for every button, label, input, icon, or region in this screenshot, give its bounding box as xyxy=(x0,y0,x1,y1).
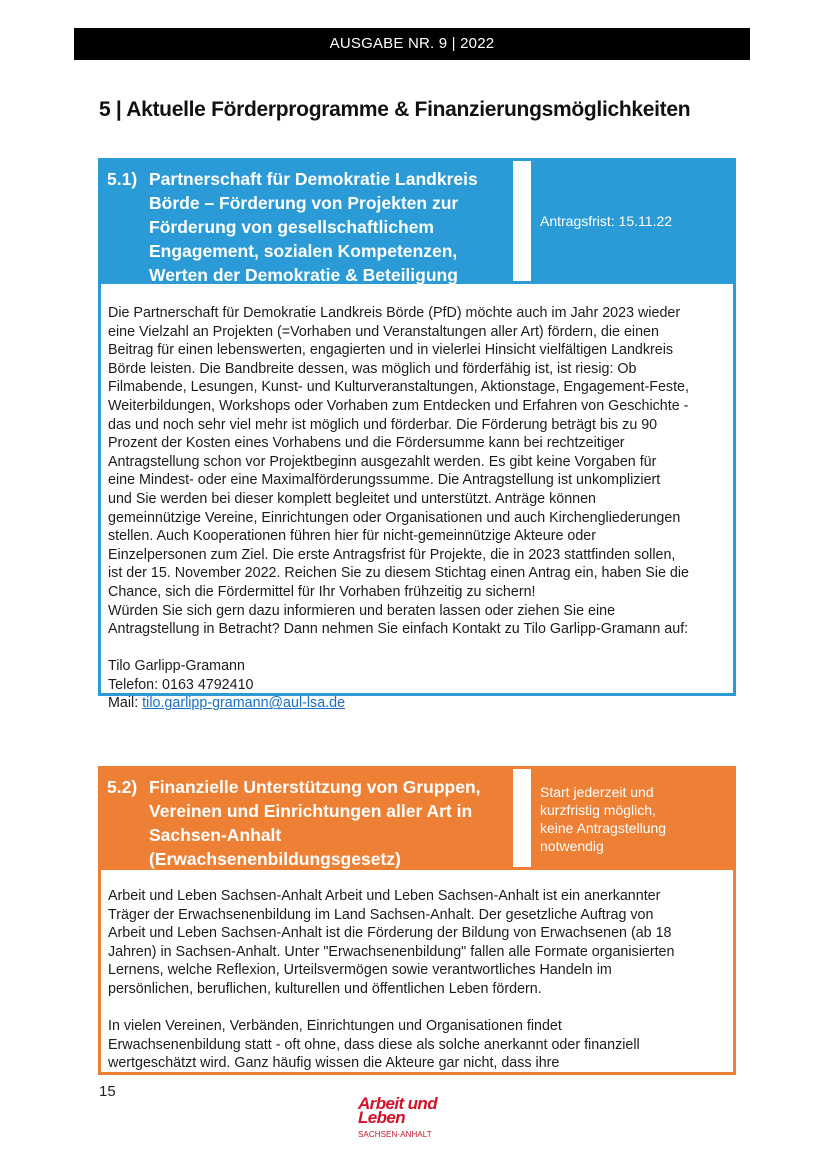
body-line: das und noch sehr viel mehr ist möglich und förderbar. Die Förderung beträgt bis zu 90 xyxy=(108,416,658,433)
email-link[interactable]: tilo.garlipp-gramann@aul-lsa.de xyxy=(142,695,346,712)
contact-mail xyxy=(108,694,725,713)
body-line: Antragstellung in Betracht? Dann nehmen Sie einfach Kontakt zu Tilo Garlipp-Gramann auf: xyxy=(108,621,689,638)
title-line: Börde – Förderung von Projekten zur xyxy=(149,193,459,213)
body-line: Die Partnerschaft für Demokratie Landkreis Börde (PfD) möchte auch im Jahr 2023 wieder xyxy=(108,305,681,321)
header-gap xyxy=(513,769,531,867)
title-line: Sachsen-Anhalt xyxy=(149,825,282,845)
body-line: eine Mindest- oder eine Maximalförderungssumme. Die Antragstellung ist unkompliziert xyxy=(108,472,661,489)
paragraph-gap xyxy=(108,999,725,1018)
title-line: Werten der Demokratie & Beteiligung xyxy=(149,265,458,285)
logo-subtitle: SACHSEN-ANHALT xyxy=(358,1130,432,1139)
body-line: Erwachsenenbildung statt - oft ohne, dass diese als solche anerkannt oder finanziell xyxy=(108,1036,640,1053)
deadline-text: Antragsfrist: 15.11.22 xyxy=(540,213,673,229)
body-line: gemeinnützige Vereine, Einrichtungen oder Organisationen und auch Kirchengliederungen xyxy=(108,509,681,526)
contact-name: Tilo Garlipp-Gramann xyxy=(108,658,245,675)
section-5-2-box xyxy=(98,766,736,1075)
start-note-line: Start jederzeit und xyxy=(540,784,654,800)
body-line: In vielen Vereinen, Verbänden, Einrichtungen und Organisationen findet xyxy=(108,1018,562,1035)
body-line: Lernens, welche Reflexion, Urteilsvermögen sowie verantwortliches Handeln im xyxy=(108,962,612,979)
body-line: Würden Sie sich gern dazu informieren und beraten lassen oder ziehen Sie eine xyxy=(108,602,616,619)
section-5-2-start-note xyxy=(531,769,733,867)
body-line: Träger der Erwachsenenbildung im Land Sachsen-Anhalt. Der gesetzliche Auftrag von xyxy=(108,906,654,923)
page-number: 15 xyxy=(99,1083,116,1100)
title-line: Vereinen und Einrichtungen aller Art in xyxy=(149,801,473,821)
section-5-1-box xyxy=(98,158,736,712)
section-5-1-header xyxy=(101,161,733,285)
section-number: 5.1) xyxy=(107,169,138,189)
arbeit-und-leben-logo xyxy=(358,1094,437,1139)
start-note-line: keine Antragstellung xyxy=(540,820,667,836)
body-line: Jahren) in Sachsen-Anhalt. Unter "Erwachsenenbildung" fallen alle Formate organisierten xyxy=(108,943,675,960)
section-5-2-body xyxy=(101,867,733,1072)
title-line: Finanzielle Unterstützung von Gruppen, xyxy=(149,777,481,797)
body-line: Börde leisten. Die Bandbreite dessen, was möglich und förderfähig ist, ist riesig: Ob xyxy=(108,360,637,377)
section-number: 5.2) xyxy=(107,777,138,797)
body-line: und Sie werden bei dieser komplett begleitet und unterstützt. Anträge können xyxy=(108,490,596,507)
body-line: stellen. Auch Kooperationen führen hier für nicht-gemeinnützige Akteure oder xyxy=(108,528,596,545)
logo-wordmark-line-1: Arbeit und xyxy=(358,1094,437,1113)
issue-label: AUSGABE NR. 9 | 2022 xyxy=(329,35,495,52)
mail-label: Mail: xyxy=(108,695,143,712)
section-5-2-header xyxy=(101,769,733,867)
section-5-1-deadline xyxy=(531,161,733,281)
body-line: Arbeit und Leben Sachsen-Anhalt Arbeit und Leben Sachsen-Anhalt ist ein anerkannter xyxy=(108,888,661,904)
title-line: Engagement, sozialen Kompetenzen, xyxy=(149,241,458,261)
start-note-line: notwendig xyxy=(540,838,604,854)
body-line: Filmabende, Lesungen, Kunst- und Kulturveranstaltungen, Aktionstage, Engagement-Feste, xyxy=(108,379,689,396)
body-line: Arbeit und Leben Sachsen-Anhalt ist die Förderung der Bildung von Erwachsenen (ab 18 xyxy=(108,925,672,942)
body-line: Einzelpersonen zum Ziel. Die erste Antragsfrist für Projekte, die in 2023 stattfinden sollen, xyxy=(108,546,676,563)
start-note-line: kurzfristig möglich, xyxy=(540,802,656,818)
title-line: (Erwachsenenbildungsgesetz) xyxy=(149,849,401,869)
title-line: Förderung von gesellschaftlichem xyxy=(149,217,434,237)
body-line: Chance, sich die Fördermittel für Ihr Vorhaben frühzeitig zu sichern! xyxy=(108,583,536,600)
header-gap xyxy=(513,161,531,281)
body-line: Antragstellung schon vor Projektbeginn ausgezahlt werden. Es gibt keine Vorgaben für xyxy=(108,453,657,470)
body-line: Weiterbildungen, Workshops oder Vorhaben zum Entdecken und Erfahren von Geschichte - xyxy=(108,397,689,414)
body-line: eine Vielzahl an Projekten (=Vorhaben und Veranstaltungen aller Art) fördern, die einen xyxy=(108,323,659,340)
section-5-1-body xyxy=(101,281,733,712)
body-line: persönlichen, beruflichen, kulturellen und öffentlichen Leben fördern. xyxy=(108,980,542,997)
body-line: wertgeschätzt wird. Ganz häufig wissen die Akteure gar nicht, dass ihre xyxy=(108,1055,560,1072)
body-line: Beitrag für einen lebenswerten, engagierten und in vielerlei Hinsicht vielfältigen Landkreis xyxy=(108,342,674,359)
page-title: 5 | Aktuelle Förderprogramme & Finanzierungsmöglichkeiten xyxy=(99,98,691,121)
body-line: Prozent der Kosten eines Vorhabens und die Fördersumme kann bei rechtzeitiger xyxy=(108,435,625,452)
issue-header-bar xyxy=(74,28,750,60)
paragraph-gap xyxy=(108,639,725,658)
title-line: Partnerschaft für Demokratie Landkreis xyxy=(149,169,478,189)
section-5-2-title xyxy=(101,769,511,867)
section-5-1-title xyxy=(101,161,511,285)
logo-wordmark-line-2: Leben xyxy=(358,1108,406,1127)
contact-phone: Telefon: 0163 4792410 xyxy=(108,676,254,693)
body-line: ist der 15. November 2022. Reichen Sie zu diesem Stichtag einen Antrag ein, haben Sie die xyxy=(108,565,689,582)
